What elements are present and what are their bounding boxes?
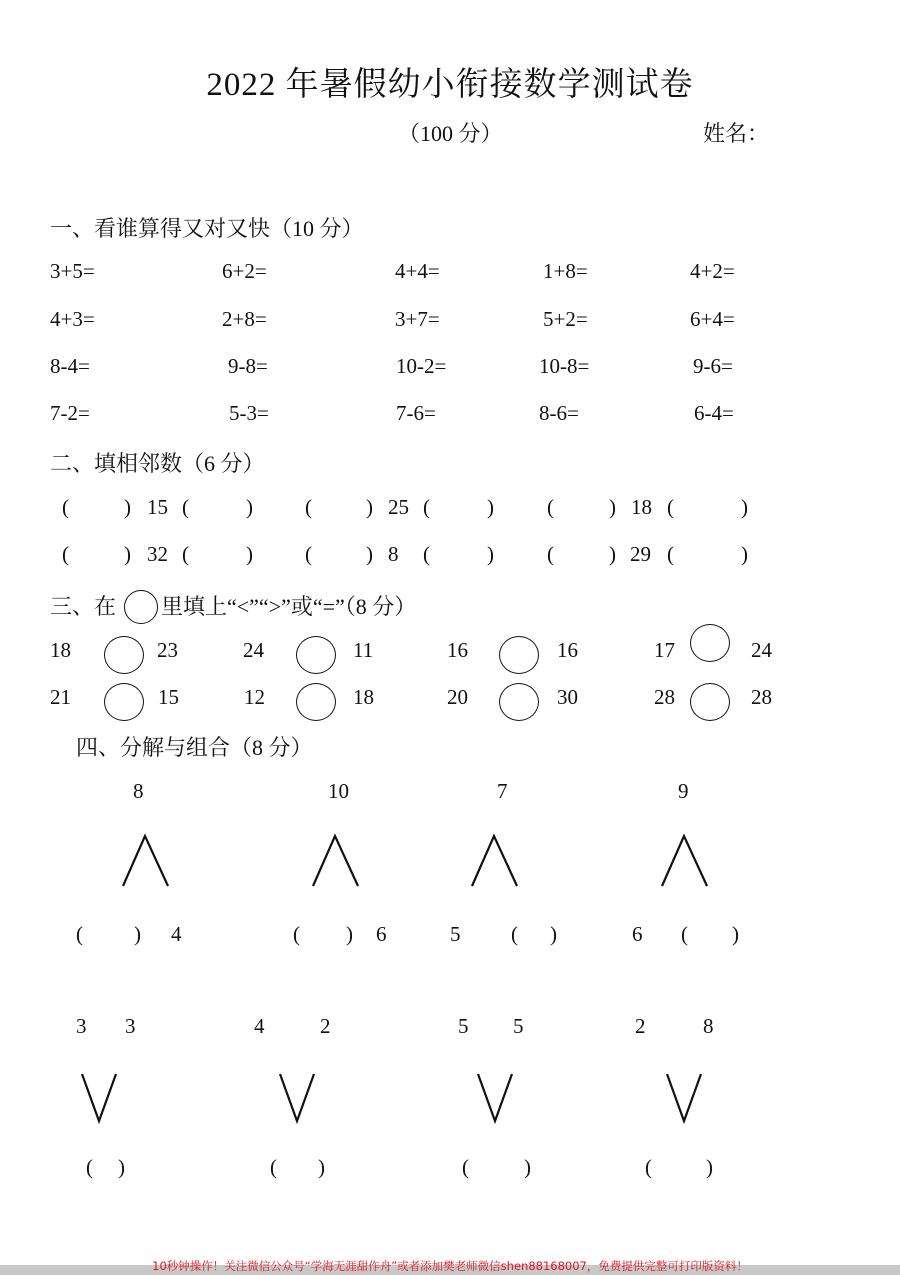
footer-notice: 10秒钟操作！关注微信公众号“学海无涯甜作舟”或者添加樊老师微信shen88168007，免费提供完整可打印版资料！: [152, 1259, 748, 1273]
compare-circle-input[interactable]: [104, 636, 144, 674]
compare-circle-input[interactable]: [499, 636, 539, 674]
blank-open-paren[interactable]: (: [547, 495, 554, 519]
compare-left: 21: [50, 685, 71, 709]
blank-close-paren[interactable]: ): [366, 495, 373, 519]
section-1-heading: 一、看谁算得又对又快（10 分）: [50, 216, 364, 241]
circle-icon: [124, 590, 158, 624]
arithmetic-item: 9-8=: [228, 354, 268, 378]
tree-right-number: 6: [376, 922, 387, 946]
arithmetic-item: 3+5=: [50, 259, 95, 283]
arithmetic-item: 3+7=: [395, 307, 440, 331]
merge-branch-icon: [220, 1073, 256, 1123]
name-label: 姓名：: [703, 121, 770, 146]
tree-left-number: 4: [254, 1014, 265, 1038]
arithmetic-item: 7-6=: [396, 401, 436, 425]
compare-right: 30: [557, 685, 578, 709]
given-number: 18: [631, 495, 652, 519]
section-3-heading-suffix: 里填上“<”“>”或“=”（8 分）: [161, 594, 417, 619]
blank-open-paren[interactable]: (: [667, 495, 674, 519]
tree-left-number: 5: [450, 922, 461, 946]
arithmetic-item: 2+8=: [222, 307, 267, 331]
split-branch-icon: [121, 834, 171, 888]
compare-right: 23: [157, 638, 178, 662]
section-2-heading: 二、填相邻数（6 分）: [50, 451, 265, 476]
compare-right: 18: [353, 685, 374, 709]
blank-close-paren[interactable]: ): [124, 542, 131, 566]
tree-top-number: 9: [678, 779, 689, 803]
compare-right: 11: [353, 638, 374, 662]
blank-close-paren[interactable]: ): [609, 495, 616, 519]
blank-open-paren[interactable]: (: [547, 542, 554, 566]
arithmetic-item: 10-8=: [539, 354, 590, 378]
blank-close-paren[interactable]: ): [741, 542, 748, 566]
split-branch-icon: [470, 834, 520, 888]
tree-left-number: 3: [76, 1014, 87, 1038]
compare-right: 16: [557, 638, 578, 662]
blank-open-paren[interactable]: (: [645, 1155, 652, 1179]
compare-circle-input[interactable]: [296, 636, 336, 674]
tree-left-number: 5: [458, 1014, 469, 1038]
compare-left: 16: [447, 638, 468, 662]
blank-open-paren[interactable]: (: [182, 495, 189, 519]
arithmetic-item: 4+4=: [395, 259, 440, 283]
section-4-heading: 四、分解与组合（8 分）: [76, 735, 313, 760]
compare-left: 28: [654, 685, 675, 709]
compare-left: 12: [244, 685, 265, 709]
blank-close-paren[interactable]: ): [246, 542, 253, 566]
blank-close-paren[interactable]: ): [246, 495, 253, 519]
arithmetic-item: 5+2=: [543, 307, 588, 331]
blank-close-paren[interactable]: ): [134, 922, 141, 946]
blank-close-paren[interactable]: ): [706, 1155, 713, 1179]
tree-left-number: 2: [635, 1014, 646, 1038]
arithmetic-item: 4+2=: [690, 259, 735, 283]
tree-top-number: 8: [133, 779, 144, 803]
blank-open-paren[interactable]: (: [462, 1155, 469, 1179]
compare-left: 20: [447, 685, 468, 709]
given-number: 29: [630, 542, 651, 566]
blank-close-paren[interactable]: ): [318, 1155, 325, 1179]
compare-circle-input[interactable]: [690, 683, 730, 721]
merge-branch-icon: [279, 1073, 315, 1123]
given-number: 25: [388, 495, 409, 519]
arithmetic-item: 5-3=: [229, 401, 269, 425]
blank-close-paren[interactable]: ): [524, 1155, 531, 1179]
tree-right-number: 4: [171, 922, 182, 946]
blank-close-paren[interactable]: ): [366, 542, 373, 566]
split-branch-icon: [311, 834, 361, 888]
arithmetic-item: 8-6=: [539, 401, 579, 425]
blank-close-paren[interactable]: ): [741, 495, 748, 519]
compare-circle-input[interactable]: [499, 683, 539, 721]
given-number: 15: [147, 495, 168, 519]
blank-open-paren[interactable]: (: [293, 922, 300, 946]
total-score: （100 分）: [398, 121, 503, 146]
arithmetic-item: 7-2=: [50, 401, 90, 425]
arithmetic-item: 1+8=: [543, 259, 588, 283]
blank-open-paren[interactable]: (: [305, 542, 312, 566]
merge-branch-icon: [477, 1073, 513, 1123]
blank-open-paren[interactable]: (: [76, 922, 83, 946]
arithmetic-item: 4+3=: [50, 307, 95, 331]
compare-right: 24: [751, 638, 772, 662]
given-number: 32: [147, 542, 168, 566]
compare-left: 24: [243, 638, 264, 662]
tree-top-number: 7: [497, 779, 508, 803]
compare-right: 28: [751, 685, 772, 709]
arithmetic-item: 6+4=: [690, 307, 735, 331]
arithmetic-item: 10-2=: [396, 354, 447, 378]
blank-close-paren[interactable]: ): [346, 922, 353, 946]
split-branch-icon: [660, 834, 710, 888]
blank-open-paren[interactable]: (: [305, 495, 312, 519]
given-number: 8: [388, 542, 399, 566]
compare-left: 17: [654, 638, 675, 662]
blank-close-paren[interactable]: ): [609, 542, 616, 566]
arithmetic-item: 6-4=: [694, 401, 734, 425]
tree-right-number: 8: [703, 1014, 714, 1038]
blank-open-paren[interactable]: (: [86, 1155, 93, 1179]
tree-right-number: 2: [320, 1014, 331, 1038]
compare-circle-input[interactable]: [104, 683, 144, 721]
blank-open-paren[interactable]: (: [182, 542, 189, 566]
merge-branch-icon: [81, 1073, 117, 1123]
tree-right-number: 5: [513, 1014, 524, 1038]
blank-close-paren[interactable]: ): [550, 922, 557, 946]
blank-close-paren[interactable]: ): [124, 495, 131, 519]
compare-left: 18: [50, 638, 71, 662]
blank-open-paren[interactable]: (: [62, 495, 69, 519]
blank-open-paren[interactable]: (: [681, 922, 688, 946]
arithmetic-item: 9-6=: [693, 354, 733, 378]
blank-close-paren[interactable]: ): [487, 542, 494, 566]
arithmetic-item: 8-4=: [50, 354, 90, 378]
section-3-heading-prefix: 三、在: [50, 594, 117, 619]
tree-left-number: 6: [632, 922, 643, 946]
blank-open-paren[interactable]: (: [511, 922, 518, 946]
arithmetic-item: 6+2=: [222, 259, 267, 283]
blank-open-paren[interactable]: (: [667, 542, 674, 566]
compare-circle-input[interactable]: [296, 683, 336, 721]
blank-close-paren[interactable]: ): [487, 495, 494, 519]
blank-open-paren[interactable]: (: [423, 542, 430, 566]
tree-right-number: 3: [125, 1014, 136, 1038]
blank-close-paren[interactable]: ): [118, 1155, 125, 1179]
compare-circle-input[interactable]: [690, 624, 730, 662]
compare-right: 15: [158, 685, 179, 709]
tree-top-number: 10: [328, 779, 349, 803]
merge-branch-icon: [666, 1073, 702, 1123]
blank-open-paren[interactable]: (: [62, 542, 69, 566]
page-title: 2022 年暑假幼小衔接数学测试卷: [206, 67, 694, 103]
blank-open-paren[interactable]: (: [270, 1155, 277, 1179]
blank-close-paren[interactable]: ): [732, 922, 739, 946]
blank-open-paren[interactable]: (: [423, 495, 430, 519]
